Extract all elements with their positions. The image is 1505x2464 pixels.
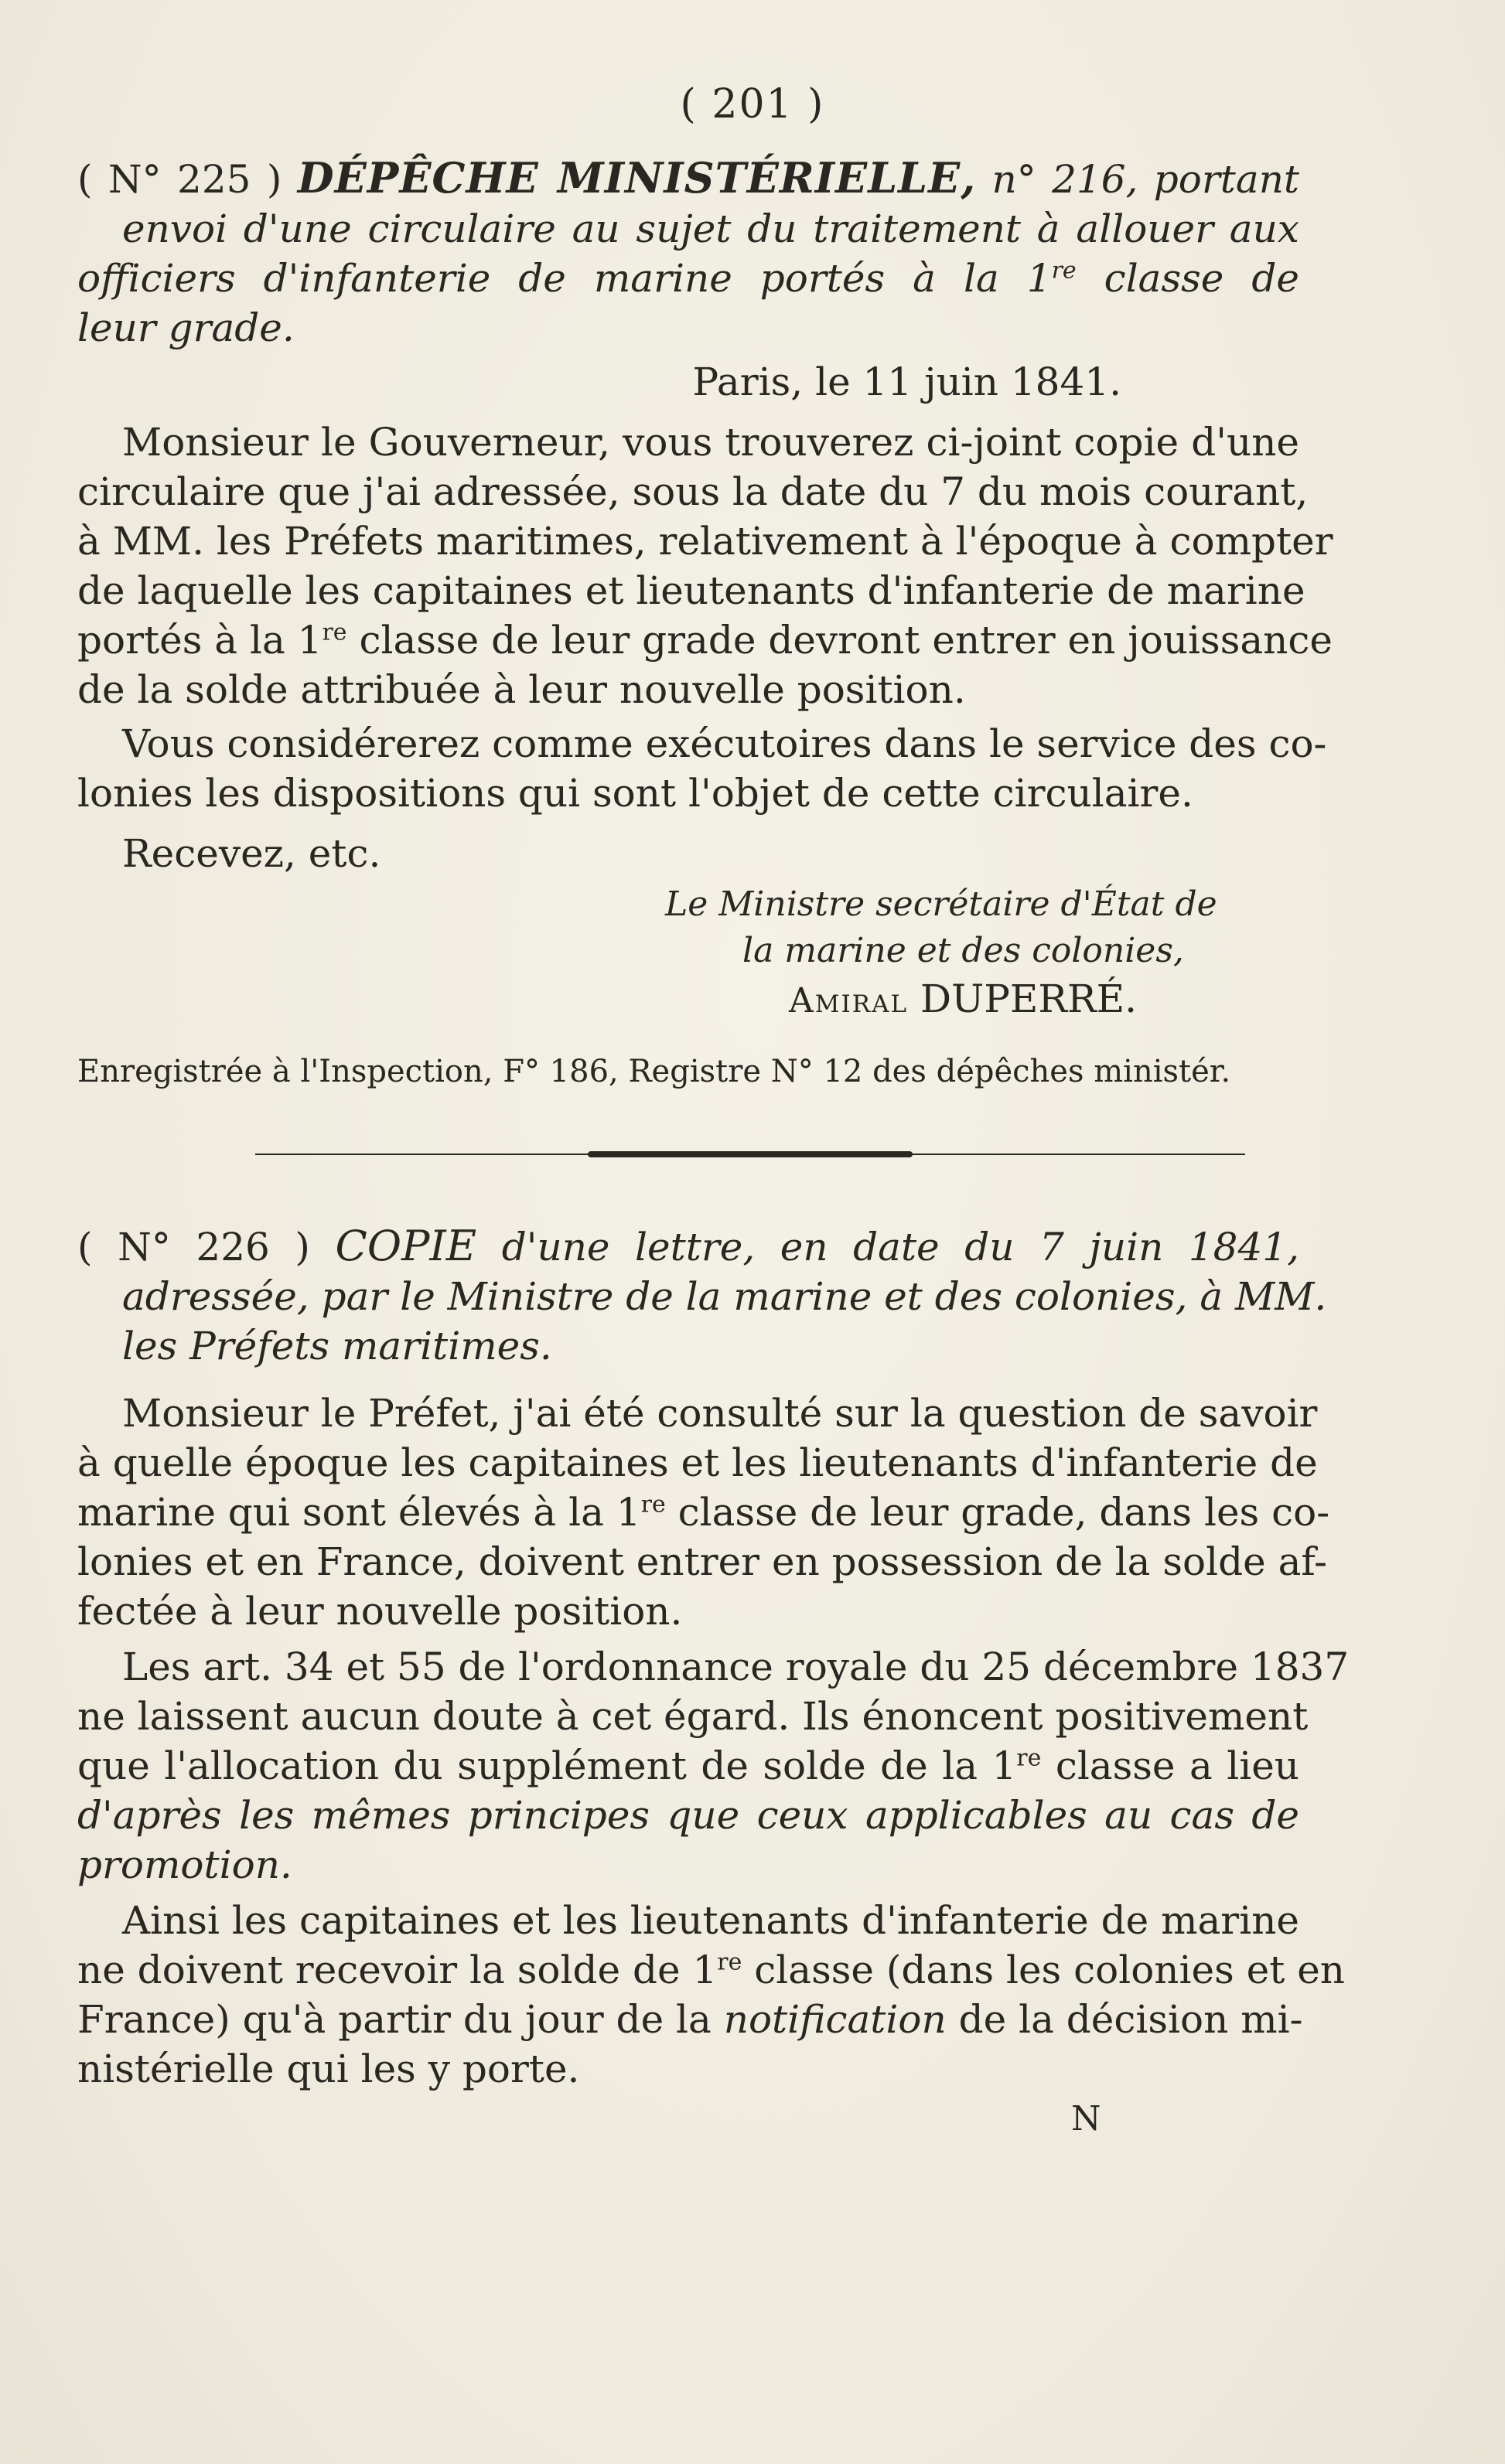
doc1-paragraph-1 <box>77 417 1333 714</box>
doc2-heading-line-1 <box>77 1222 1299 1272</box>
doc1-p1-line-5-pre: portés à la 1 <box>77 618 322 663</box>
doc2-heading-line-3: les Préfets maritimes. <box>122 1324 552 1368</box>
doc1-heading <box>77 153 1299 353</box>
doc2-heading <box>77 1222 1327 1371</box>
doc1-title: DÉPÊCHE MINISTÉRIELLE, <box>297 153 977 203</box>
doc2-p3-line-3 <box>77 1995 1303 2044</box>
doc1-p1-line-3: à MM. les Préfets maritimes, relativement à l'époque à compter <box>77 519 1333 564</box>
doc2-paragraph-2 <box>77 1642 1350 1890</box>
doc2-p1-line-3-pre: marine qui sont élevés à la 1 <box>77 1490 641 1535</box>
doc2-p3-line-3-em: notification <box>723 1997 947 2042</box>
doc1-heading-line-3-pre: officiers d'infanterie de marine portés à la 1 <box>77 256 1052 301</box>
section-separator <box>255 1150 1245 1158</box>
doc2-p2-line-3-sup: re <box>1016 1744 1042 1772</box>
doc1-heading-line-1 <box>77 153 1299 204</box>
doc1-paragraph-2 <box>77 719 1327 818</box>
doc2-p2-line-5: promotion. <box>77 1842 292 1887</box>
doc1-date: Paris, le 11 juin 1841. <box>692 360 1121 404</box>
doc2-p3-line-2-sup: re <box>717 1948 742 1976</box>
doc2-p1-line-3-sup: re <box>640 1491 666 1518</box>
doc1-heading-rest: n° 216, portant <box>976 157 1299 202</box>
doc2-p2-line-1: Les art. 34 et 55 de l'ordonnance royale du 25 décembre 1837 <box>122 1644 1350 1689</box>
signature-mark: N <box>1071 2099 1101 2139</box>
doc1-closing: Recevez, etc. <box>122 831 381 876</box>
doc1-heading-line-3 <box>77 254 1299 303</box>
doc1-signer-name: DUPERRÉ. <box>920 976 1138 1021</box>
doc2-title: COPIE <box>335 1222 477 1270</box>
doc1-signature <box>665 881 1284 1026</box>
doc2-p2-line-3 <box>77 1741 1299 1791</box>
doc2-heading-line-2: adressée, par le Ministre de la marine et des colonies, à MM. <box>122 1274 1327 1319</box>
separator-ornament <box>588 1151 913 1157</box>
doc1-heading-line-3-post: classe de <box>1076 256 1299 301</box>
doc2-paragraph-1 <box>77 1389 1330 1636</box>
doc1-signature-line-2: la marine et des colonies, <box>742 931 1184 970</box>
doc1-heading-line-2: envoi d'une circulaire au sujet du traitement à allouer aux <box>122 206 1299 251</box>
doc1-p1-line-5-post: classe de leur grade devront entrer en jouissance <box>346 618 1333 663</box>
doc1-p2-line-1: Vous considérerez comme exécutoires dans le service des co- <box>122 721 1327 766</box>
doc1-signer-rank: Amiral <box>789 981 909 1021</box>
doc1-p1-line-1: Monsieur le Gouverneur, vous trouverez ci-joint copie d'une <box>122 420 1299 465</box>
doc2-paragraph-3 <box>77 1896 1346 2094</box>
doc2-p3-line-2 <box>77 1945 1346 1995</box>
doc1-number: ( N° 225 ) <box>77 157 282 202</box>
doc1-heading-line-3-sup: re <box>1051 257 1077 285</box>
doc2-p1-line-4: lonies et en France, doivent entrer en possession de la solde af- <box>77 1539 1328 1584</box>
doc1-p1-line-4: de laquelle les capitaines et lieutenants d'infanterie de marine <box>77 568 1305 613</box>
doc2-p3-line-2-post: classe (dans les colonies et en <box>742 1948 1346 1992</box>
doc2-p3-line-4: nistérielle qui les y porte. <box>77 2047 580 2091</box>
doc1-p1-line-5 <box>77 615 1333 665</box>
doc2-number: ( N° 226 ) <box>77 1225 310 1269</box>
page-number: ( 201 ) <box>680 81 825 128</box>
doc1-registration: Enregistrée à l'Inspection, F° 186, Registre N° 12 des dépêches ministér. <box>77 1054 1231 1089</box>
doc2-p1-line-1: Monsieur le Préfet, j'ai été consulté sur la question de savoir <box>122 1391 1318 1436</box>
doc1-heading-line-4: leur grade. <box>77 305 295 350</box>
doc2-p3-line-3-pre: France) qu'à partir du jour de la <box>77 1997 724 2042</box>
doc2-p2-line-4: d'après les mêmes principes que ceux applicables au cas de <box>77 1793 1299 1838</box>
doc2-p2-line-2: ne laissent aucun doute à cet égard. Ils énoncent positivement <box>77 1694 1309 1739</box>
doc1-p1-line-2: circulaire que j'ai adressée, sous la date du 7 du mois courant, <box>77 469 1309 514</box>
doc1-p1-line-6: de la solde attribuée à leur nouvelle position. <box>77 667 966 712</box>
doc2-p1-line-5: fectée à leur nouvelle position. <box>77 1589 683 1634</box>
doc1-p1-line-5-sup: re <box>322 619 347 646</box>
doc2-p2-line-3-pre: que l'allocation du supplément de solde de la 1 <box>77 1743 1017 1788</box>
doc1-signer <box>665 974 1284 1026</box>
doc2-p1-line-3-post: classe de leur grade, dans les co- <box>665 1490 1330 1535</box>
doc2-heading-rest: d'une lettre, en date du 7 juin 1841, <box>476 1225 1299 1269</box>
doc1-p2-line-2: lonies les dispositions qui sont l'objet de cette circulaire. <box>77 771 1193 816</box>
doc2-p3-line-1: Ainsi les capitaines et les lieutenants d'infanterie de marine <box>122 1898 1299 1943</box>
doc2-p1-line-3 <box>77 1488 1330 1537</box>
doc2-p3-line-3-post: de la décision mi- <box>946 1997 1303 2042</box>
doc2-p3-line-2-pre: ne doivent recevoir la solde de 1 <box>77 1948 718 1992</box>
doc2-p2-line-3-post: classe a lieu <box>1041 1743 1299 1788</box>
doc1-signature-line-1: Le Ministre secrétaire d'État de <box>665 884 1217 924</box>
doc2-p1-line-2: à quelle époque les capitaines et les lieutenants d'infanterie de <box>77 1440 1318 1485</box>
